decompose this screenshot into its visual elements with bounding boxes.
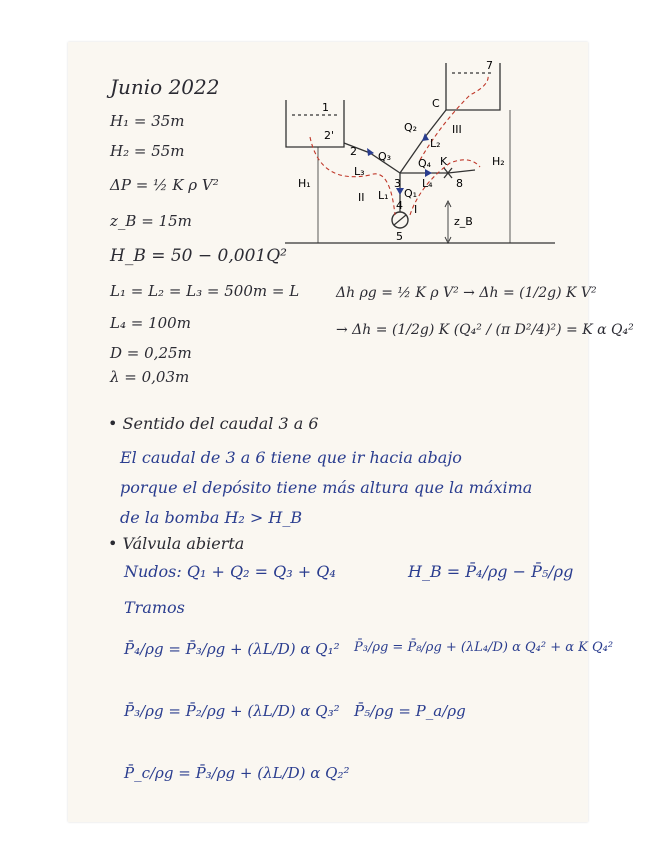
diagram-label: L₂ <box>430 137 441 150</box>
diagram-label: 8 <box>456 177 463 190</box>
formula-line-2: → Δh = (1/2g) K (Q₄² / (π D²/4)²) = K α Q₄² <box>336 322 634 338</box>
given-hb: H_B = 50 − 0,001Q² <box>110 246 287 266</box>
section1-line-3: de la bomba H₂ > H_B <box>120 508 303 527</box>
diagram-label: III <box>452 123 462 136</box>
given-h2: H₂ = 55m <box>110 142 185 160</box>
section1-line-2: porque el depósito tiene más altura que la máxima <box>120 478 533 497</box>
diagram-label: Q₁ <box>404 187 418 200</box>
given-l4: L₄ = 100m <box>110 314 191 332</box>
given-zb: z_B = 15m <box>110 212 192 230</box>
tramo-eq-3: P̄₃/ρg = P̄₂/ρg + (λL/D) α Q₃² <box>124 702 340 720</box>
diagram-label: H₁ <box>298 177 311 190</box>
diagram-label: H₂ <box>492 155 505 168</box>
diagram-label: L₄ <box>422 177 433 190</box>
diagram-label: L₁ <box>378 189 389 202</box>
diagram-label: Q₃ <box>378 150 392 163</box>
diagram-label: 5 <box>396 230 403 243</box>
left-reservoir <box>286 100 344 147</box>
diagram-label: C <box>432 97 440 110</box>
tramo-eq-4: P̄₅/ρg = P_a/ρg <box>354 702 466 720</box>
given-delta-p: ΔP = ½ K ρ V² <box>110 176 219 194</box>
diagram-label: z_B <box>454 215 473 228</box>
given-diameter: D = 0,25m <box>110 344 192 362</box>
given-lambda: λ = 0,03m <box>110 368 190 386</box>
diagram-label: 7 <box>486 59 493 72</box>
pipe-l4 <box>400 170 475 173</box>
diagram-label: Q₄ <box>418 157 432 170</box>
diagram-label: II <box>358 191 365 204</box>
pump-head-equation: H_B = P̄₄/ρg − P̄₅/ρg <box>408 562 574 581</box>
tramos-label: Tramos <box>124 598 185 617</box>
diagram-label: 1 <box>322 101 329 114</box>
section2-bullet: • Válvula abierta <box>108 534 245 553</box>
diagram-label: 3 <box>394 177 401 190</box>
diagram-label: Q₂ <box>404 121 418 134</box>
given-lengths: L₁ = L₂ = L₃ = 500m = L <box>110 282 300 300</box>
given-h1: H₁ = 35m <box>110 112 185 130</box>
arrow-q4 <box>425 169 432 177</box>
diagram-label: 4 <box>396 199 403 212</box>
nudos-equation: Nudos: Q₁ + Q₂ = Q₃ + Q₄ <box>124 562 336 581</box>
tramo-eq-2: P̄₃/ρg = P̄₈/ρg + (λL₄/D) α Q₄² + α K Q₄² <box>354 640 614 655</box>
diagram-label: 2' <box>324 129 335 142</box>
diagram-label: 2 <box>350 145 357 158</box>
formula-line-1: Δh ρg = ½ K ρ V² → Δh = (1/2g) K V² <box>336 285 597 301</box>
page-header: Junio 2022 <box>110 75 220 99</box>
section1-line-1: El caudal de 3 a 6 tiene que ir hacia abajo <box>120 448 462 467</box>
diagram-label: L₃ <box>354 165 365 178</box>
tramo-eq-1: P̄₄/ρg = P̄₃/ρg + (λL/D) α Q₁² <box>124 640 340 658</box>
section1-bullet: • Sentido del caudal 3 a 6 <box>108 414 319 433</box>
pipe-network-diagram <box>270 55 570 255</box>
diagram-label: K <box>440 155 448 168</box>
diagram-label: I <box>414 203 418 216</box>
tramo-eq-5: P̄_c/ρg = P̄₃/ρg + (λL/D) α Q₂² <box>124 764 350 782</box>
